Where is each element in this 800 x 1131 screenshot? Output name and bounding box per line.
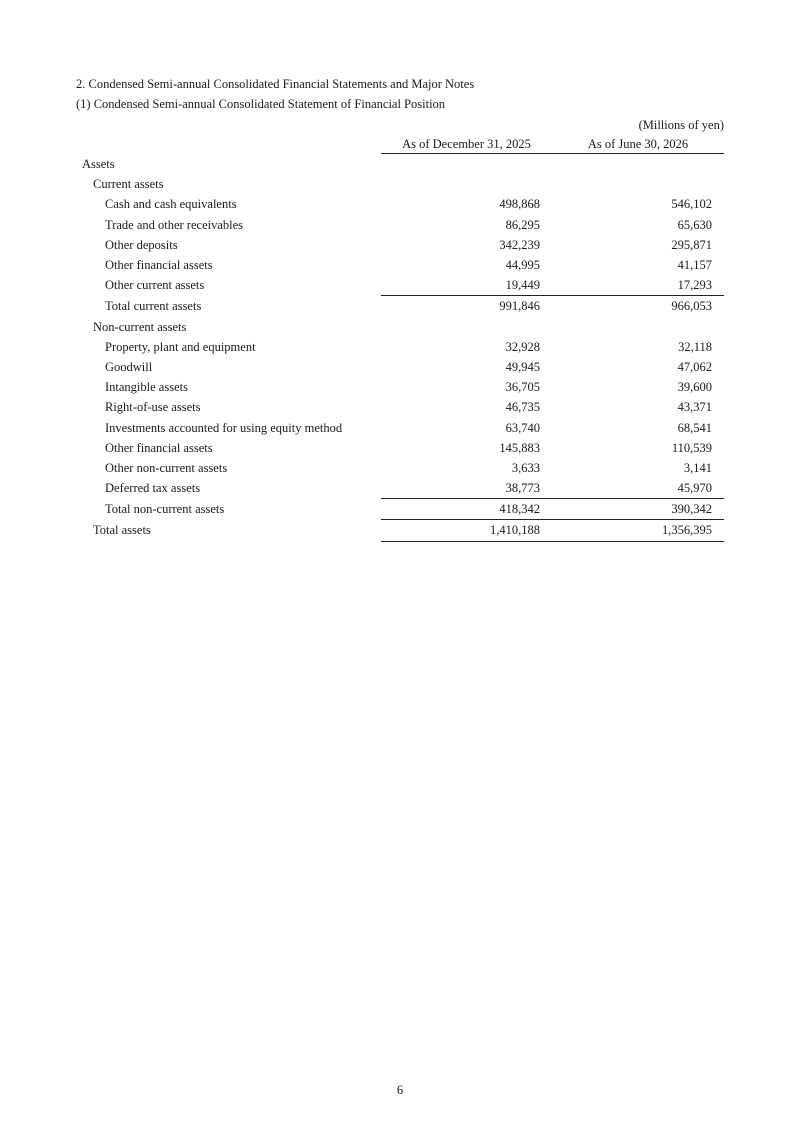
value-jun-2026: 546,102	[671, 197, 712, 212]
table-row	[76, 235, 724, 255]
value-jun-2026: 3,141	[683, 460, 712, 475]
value-jun-2026	[552, 154, 724, 175]
table-row	[76, 317, 724, 337]
value-dec-2025: 498,868	[499, 197, 540, 212]
table-row	[76, 275, 724, 296]
value-jun-2026: 1,356,395	[552, 520, 724, 541]
row-label: Total current assets	[105, 299, 202, 314]
row-label: Property, plant and equipment	[105, 339, 256, 354]
row-label: Intangible assets	[105, 380, 188, 395]
financial-position-table	[76, 134, 724, 542]
value-dec-2025: 3,633	[511, 460, 540, 475]
row-label: Trade and other receivables	[105, 217, 244, 232]
value-dec-2025: 32,928	[505, 339, 540, 354]
table-body	[76, 154, 724, 542]
table-row	[76, 174, 724, 194]
value-dec-2025: 991,846	[381, 296, 552, 317]
row-label: Total assets	[93, 523, 151, 538]
row-label: Other deposits	[105, 237, 178, 252]
table-row	[76, 438, 724, 458]
row-label: Deferred tax assets	[105, 481, 201, 496]
column-header-dec-2025: As of December 31, 2025	[381, 134, 552, 154]
table-row	[76, 337, 724, 357]
table-row	[76, 458, 724, 478]
table-row	[76, 255, 724, 275]
table-row	[76, 499, 724, 520]
value-dec-2025: 418,342	[381, 499, 552, 520]
value-jun-2026: 65,630	[677, 217, 712, 232]
value-dec-2025: 63,740	[505, 420, 540, 435]
value-jun-2026: 45,970	[677, 481, 712, 496]
value-jun-2026: 43,371	[677, 400, 712, 415]
row-label: Other financial assets	[105, 258, 213, 273]
value-jun-2026: 390,342	[552, 499, 724, 520]
value-dec-2025: 19,449	[505, 278, 540, 293]
value-dec-2025: 46,735	[505, 400, 540, 415]
row-label: Other current assets	[105, 278, 205, 293]
row-label: Non-current assets	[93, 319, 187, 334]
value-jun-2026: 966,053	[552, 296, 724, 317]
row-label: Investments accounted for using equity method	[105, 420, 343, 435]
row-label: Other financial assets	[105, 440, 213, 455]
table-row	[76, 478, 724, 499]
table-row	[76, 417, 724, 437]
table-row	[76, 154, 724, 175]
row-label: Current assets	[93, 177, 164, 192]
statement-title: (1) Condensed Semi-annual Consolidated Statement of Financial Position	[76, 97, 446, 111]
value-dec-2025: 49,945	[505, 359, 540, 374]
value-dec-2025: 145,883	[499, 440, 540, 455]
table-row	[76, 296, 724, 317]
value-jun-2026	[552, 317, 724, 337]
value-jun-2026: 41,157	[677, 258, 712, 273]
row-label: Goodwill	[105, 359, 153, 374]
value-dec-2025: 86,295	[505, 217, 540, 232]
row-label: Right-of-use assets	[105, 400, 201, 415]
value-dec-2025	[381, 174, 552, 194]
row-label: Cash and cash equivalents	[105, 197, 237, 212]
table-header-row	[76, 134, 724, 154]
value-dec-2025	[381, 317, 552, 337]
value-dec-2025: 44,995	[505, 258, 540, 273]
page-number: 6	[396, 1083, 404, 1097]
value-jun-2026: 110,539	[671, 440, 712, 455]
table-row	[76, 397, 724, 417]
value-jun-2026: 39,600	[677, 380, 712, 395]
row-label: Assets	[82, 156, 115, 171]
table-row	[76, 520, 724, 541]
row-label: Other non-current assets	[105, 460, 228, 475]
value-dec-2025: 1,410,188	[381, 520, 552, 541]
column-header-jun-2026: As of June 30, 2026	[552, 134, 724, 154]
label-column-header	[76, 134, 381, 154]
value-jun-2026: 68,541	[677, 420, 712, 435]
table-row	[76, 357, 724, 377]
value-dec-2025: 38,773	[505, 481, 540, 496]
value-dec-2025: 342,239	[499, 237, 540, 252]
row-label: Total non-current assets	[105, 502, 225, 517]
value-jun-2026: 47,062	[677, 359, 712, 374]
value-dec-2025	[381, 154, 552, 175]
value-dec-2025: 36,705	[505, 380, 540, 395]
table-row	[76, 194, 724, 214]
section-title: 2. Condensed Semi-annual Consolidated Financial Statements and Major Notes	[76, 77, 475, 91]
value-jun-2026: 17,293	[677, 278, 712, 293]
value-jun-2026	[552, 174, 724, 194]
table-row	[76, 215, 724, 235]
value-jun-2026: 32,118	[678, 339, 712, 354]
value-jun-2026: 295,871	[671, 237, 712, 252]
unit-note: (Millions of yen)	[638, 118, 724, 132]
table-row	[76, 377, 724, 397]
